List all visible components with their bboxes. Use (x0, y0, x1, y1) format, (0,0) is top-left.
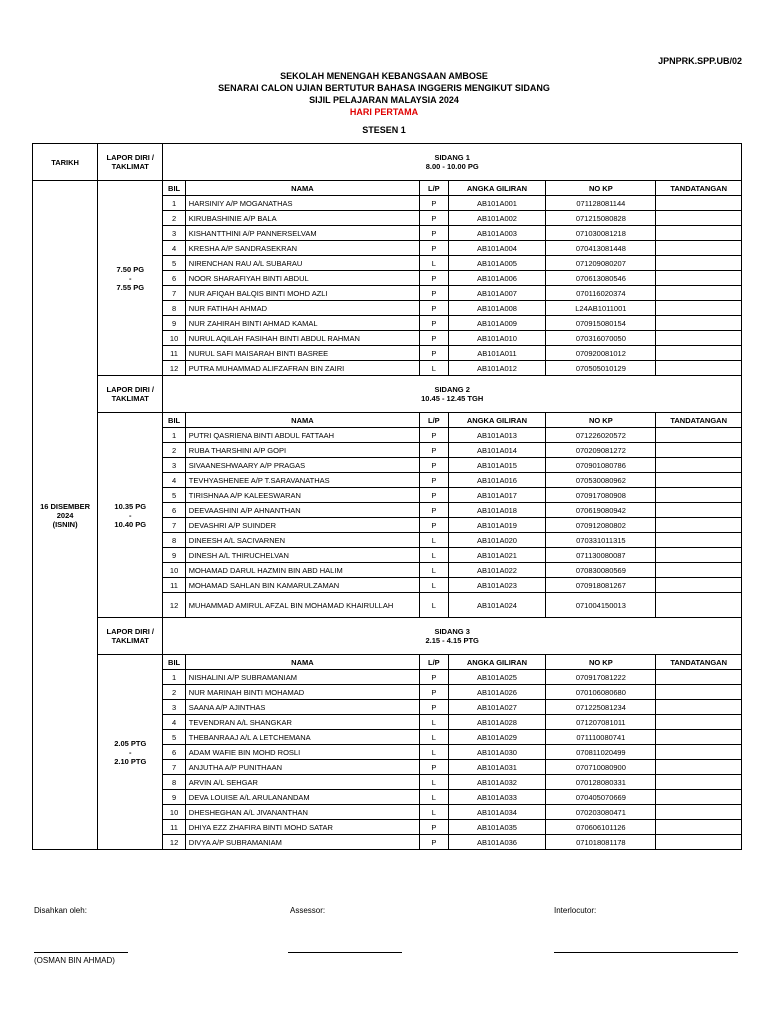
no-kp-cell: 070901080786 (546, 458, 656, 473)
interlocutor-label: Interlocutor: (554, 906, 597, 915)
angka-giliran-cell: AB101A013 (448, 428, 546, 443)
no-kp-cell: 071018081178 (546, 835, 656, 850)
no-kp-cell: 070619080942 (546, 503, 656, 518)
lp-cell: P (420, 226, 449, 241)
nama-cell: DIVYA A/P SUBRAMANIAM (185, 835, 419, 850)
no-kp-cell: 070915080154 (546, 316, 656, 331)
bil-cell: 7 (163, 518, 185, 533)
angka-giliran-cell: AB101A031 (448, 760, 546, 775)
lp-header: L/P (420, 655, 449, 670)
bil-cell: 1 (163, 670, 185, 685)
session-name: SIDANG 3 (434, 627, 470, 636)
no-kp-cell: 070116020374 (546, 286, 656, 301)
nama-cell: NURUL SAFI MAISARAH BINTI BASREE (185, 346, 419, 361)
no-kp-cell: 070405070669 (546, 790, 656, 805)
bil-header: BIL (163, 181, 185, 196)
bil-cell: 9 (163, 548, 185, 563)
no-kp-cell: 070209081272 (546, 443, 656, 458)
approved-by-label: Disahkan oleh: (34, 906, 87, 915)
signature-cell[interactable] (656, 685, 742, 700)
lp-cell: L (420, 730, 449, 745)
no-kp-cell: 070613080546 (546, 271, 656, 286)
signature-cell[interactable] (656, 428, 742, 443)
signature-cell[interactable] (656, 563, 742, 578)
report-time-line: 10.40 PG (114, 519, 147, 529)
angka-giliran-cell: AB101A007 (448, 286, 546, 301)
nama-cell: NURUL AQILAH FASIHAH BINTI ABDUL RAHMAN (185, 331, 419, 346)
no-kp-cell: 070917080908 (546, 488, 656, 503)
lp-cell: P (420, 286, 449, 301)
signature-cell[interactable] (656, 346, 742, 361)
no-kp-header: NO KP (546, 413, 656, 428)
lp-cell: P (420, 820, 449, 835)
station-label: STESEN 1 (362, 125, 406, 135)
nama-cell: DHESHEGHAN A/L JIVANANTHAN (185, 805, 419, 820)
angka-giliran-cell: AB101A029 (448, 730, 546, 745)
lp-cell: L (420, 256, 449, 271)
nama-header: NAMA (185, 655, 419, 670)
lp-cell: L (420, 361, 449, 376)
signature-cell[interactable] (656, 211, 742, 226)
bil-header: BIL (163, 655, 185, 670)
session-header-row (33, 618, 742, 655)
nama-cell: DINEESH A/L SACIVARNEN (185, 533, 419, 548)
lp-cell: P (420, 271, 449, 286)
nama-cell: MUHAMMAD AMIRUL AFZAL BIN MOHAMAD KHAIRULLAH (185, 593, 419, 618)
angka-giliran-cell: AB101A014 (448, 443, 546, 458)
lp-cell: L (420, 548, 449, 563)
nama-cell: TEVHYASHENEE A/P T.SARAVANATHAS (185, 473, 419, 488)
nama-cell: NUR MARINAH BINTI MOHAMAD (185, 685, 419, 700)
tandatangan-header: TANDATANGAN (656, 655, 742, 670)
lp-cell: L (420, 745, 449, 760)
angka-giliran-cell: AB101A027 (448, 700, 546, 715)
report-time-line: 7.50 PG (116, 264, 145, 274)
nama-cell: DEVASHRI A/P SUINDER (185, 518, 419, 533)
nama-cell: PUTRA MUHAMMAD ALIFZAFRAN BIN ZAIRI (185, 361, 419, 376)
angka-giliran-cell: AB101A021 (448, 548, 546, 563)
no-kp-cell: 070606101126 (546, 820, 656, 835)
lapor-diri-header: LAPOR DIRI / TAKLIMAT (98, 618, 163, 655)
nama-cell: NUR ZAHIRAH BINTI AHMAD KAMAL (185, 316, 419, 331)
nama-cell: TEVENDRAN A/L SHANGKAR (185, 715, 419, 730)
session-header-row (33, 144, 742, 181)
angka-giliran-cell: AB101A018 (448, 503, 546, 518)
session-title-cell (163, 376, 742, 413)
nama-cell: SIVAANESHWAARY A/P PRAGAS (185, 458, 419, 473)
column-header-row (33, 181, 742, 196)
angka-giliran-cell: AB101A024 (448, 593, 546, 618)
no-kp-cell: 071110080741 (546, 730, 656, 745)
bil-cell: 3 (163, 458, 185, 473)
report-time-line: - (129, 273, 132, 283)
signature-cell[interactable] (656, 745, 742, 760)
no-kp-cell: 071207081011 (546, 715, 656, 730)
signature-cell[interactable] (656, 361, 742, 376)
report-time-line: 2.05 PTG (114, 738, 147, 748)
bil-cell: 12 (163, 593, 185, 618)
report-time-line: - (129, 510, 132, 520)
bil-cell: 8 (163, 775, 185, 790)
lp-cell: P (420, 685, 449, 700)
angka-giliran-cell: AB101A003 (448, 226, 546, 241)
bil-cell: 1 (163, 428, 185, 443)
document-title: SENARAI CALON UJIAN BERTUTUR BAHASA INGGERIS MENGIKUT SIDANG (218, 83, 550, 93)
report-time-line: 10.35 PG (114, 501, 147, 511)
angka-giliran-cell: AB101A032 (448, 775, 546, 790)
no-kp-cell: 070316070050 (546, 331, 656, 346)
nama-cell: MOHAMAD SAHLAN BIN KAMARULZAMAN (185, 578, 419, 593)
lp-cell: L (420, 805, 449, 820)
no-kp-cell: 071128081144 (546, 196, 656, 211)
lp-cell: P (420, 488, 449, 503)
session-name: SIDANG 1 (434, 153, 470, 162)
no-kp-cell: 070128080331 (546, 775, 656, 790)
column-header-row (33, 413, 742, 428)
nama-cell: NOOR SHARAFIYAH BINTI ABDUL (185, 271, 419, 286)
no-kp-cell: 070106080680 (546, 685, 656, 700)
no-kp-cell: 070811020499 (546, 745, 656, 760)
angka-giliran-cell: AB101A016 (448, 473, 546, 488)
angka-giliran-cell: AB101A025 (448, 670, 546, 685)
bil-cell: 3 (163, 700, 185, 715)
no-kp-cell: 071225081234 (546, 700, 656, 715)
signature-cell[interactable] (656, 458, 742, 473)
nama-cell: HARSINIY A/P MOGANATHAS (185, 196, 419, 211)
angka-giliran-cell: AB101A036 (448, 835, 546, 850)
signature-cell[interactable] (656, 533, 742, 548)
angka-giliran-cell: AB101A002 (448, 211, 546, 226)
angka-giliran-header: ANGKA GILIRAN (448, 413, 546, 428)
angka-giliran-header: ANGKA GILIRAN (448, 181, 546, 196)
no-kp-cell: 071030081218 (546, 226, 656, 241)
lp-cell: P (420, 443, 449, 458)
angka-giliran-cell: AB101A005 (448, 256, 546, 271)
signature-cell[interactable] (656, 256, 742, 271)
lp-cell: L (420, 775, 449, 790)
lp-cell: P (420, 346, 449, 361)
nama-cell: ADAM WAFIE BIN MOHD ROSLI (185, 745, 419, 760)
signature-cell[interactable] (656, 196, 742, 211)
no-kp-cell: 070530080962 (546, 473, 656, 488)
signature-cell[interactable] (656, 548, 742, 563)
angka-giliran-cell: AB101A015 (448, 458, 546, 473)
angka-giliran-cell: AB101A011 (448, 346, 546, 361)
bil-cell: 11 (163, 346, 185, 361)
bil-cell: 5 (163, 256, 185, 271)
bil-cell: 10 (163, 805, 185, 820)
bil-cell: 2 (163, 443, 185, 458)
bil-cell: 5 (163, 488, 185, 503)
nama-cell: KIRUBASHINIE A/P BALA (185, 211, 419, 226)
signature-cell[interactable] (656, 820, 742, 835)
lp-cell: L (420, 578, 449, 593)
lp-cell: P (420, 316, 449, 331)
no-kp-cell: 071215080828 (546, 211, 656, 226)
signature-cell[interactable] (656, 316, 742, 331)
report-time-cell (98, 181, 163, 376)
no-kp-header: NO KP (546, 655, 656, 670)
bil-cell: 10 (163, 563, 185, 578)
angka-giliran-cell: AB101A001 (448, 196, 546, 211)
assessor-signature-line (288, 952, 402, 953)
angka-giliran-cell: AB101A020 (448, 533, 546, 548)
signature-cell[interactable] (656, 700, 742, 715)
lp-cell: P (420, 760, 449, 775)
bil-cell: 6 (163, 745, 185, 760)
bil-cell: 11 (163, 578, 185, 593)
nama-cell: DEEVAASHINI A/P AHNANTHAN (185, 503, 419, 518)
lp-cell: P (420, 503, 449, 518)
approver-name: (OSMAN BIN AHMAD) (34, 956, 115, 965)
report-time-cell (98, 655, 163, 850)
lp-cell: L (420, 533, 449, 548)
report-time-cell (98, 413, 163, 618)
nama-cell: KISHANTTHINI A/P PANNERSELVAM (185, 226, 419, 241)
tandatangan-header: TANDATANGAN (656, 181, 742, 196)
signature-cell[interactable] (656, 301, 742, 316)
exam-date-cell (33, 181, 98, 850)
lp-header: L/P (420, 181, 449, 196)
approver-signature-line (34, 952, 128, 953)
bil-cell: 1 (163, 196, 185, 211)
session-title-cell (163, 618, 742, 655)
signature-cell[interactable] (656, 241, 742, 256)
lp-cell: P (420, 211, 449, 226)
angka-giliran-cell: AB101A008 (448, 301, 546, 316)
signature-cell[interactable] (656, 331, 742, 346)
lp-cell: P (420, 473, 449, 488)
bil-cell: 5 (163, 730, 185, 745)
signature-cell[interactable] (656, 593, 742, 618)
bil-cell: 8 (163, 533, 185, 548)
tarikh-header: TARIKH (33, 144, 98, 181)
signature-cell[interactable] (656, 775, 742, 790)
lp-cell: P (420, 196, 449, 211)
bil-cell: 11 (163, 820, 185, 835)
lp-cell: L (420, 563, 449, 578)
lp-cell: P (420, 835, 449, 850)
no-kp-cell: 070830080569 (546, 563, 656, 578)
report-time-line: 2.10 PTG (114, 756, 147, 766)
angka-giliran-cell: AB101A006 (448, 271, 546, 286)
bil-cell: 12 (163, 361, 185, 376)
candidate-table-body (33, 144, 742, 850)
exam-date-line: 16 DISEMBER (40, 501, 91, 511)
signature-cell[interactable] (656, 286, 742, 301)
bil-cell: 2 (163, 211, 185, 226)
lp-cell: P (420, 700, 449, 715)
report-time-line: - (129, 747, 132, 757)
session-title-cell (163, 144, 742, 181)
angka-giliran-cell: AB101A030 (448, 745, 546, 760)
no-kp-cell: 070331011315 (546, 533, 656, 548)
angka-giliran-cell: AB101A009 (448, 316, 546, 331)
lp-cell: L (420, 715, 449, 730)
no-kp-cell: 071004150013 (546, 593, 656, 618)
angka-giliran-cell: AB101A012 (448, 361, 546, 376)
signature-cell[interactable] (656, 443, 742, 458)
signature-cell[interactable] (656, 835, 742, 850)
signature-cell[interactable] (656, 730, 742, 745)
nama-cell: DEVA LOUISE A/L ARULANANDAM (185, 790, 419, 805)
signature-cell[interactable] (656, 488, 742, 503)
lp-header: L/P (420, 413, 449, 428)
angka-giliran-cell: AB101A028 (448, 715, 546, 730)
exam-name: SIJIL PELAJARAN MALAYSIA 2024 (309, 95, 459, 105)
bil-cell: 3 (163, 226, 185, 241)
bil-cell: 9 (163, 316, 185, 331)
no-kp-cell: 070920081012 (546, 346, 656, 361)
signature-cell[interactable] (656, 271, 742, 286)
signature-cell[interactable] (656, 518, 742, 533)
angka-giliran-cell: AB101A034 (448, 805, 546, 820)
nama-cell: KRESHA A/P SANDRASEKRAN (185, 241, 419, 256)
nama-cell: NISHALINI A/P SUBRAMANIAM (185, 670, 419, 685)
signature-cell[interactable] (656, 760, 742, 775)
nama-header: NAMA (185, 181, 419, 196)
no-kp-cell: 070710080900 (546, 760, 656, 775)
nama-cell: ANJUTHA A/P PUNITHAAN (185, 760, 419, 775)
candidate-table (32, 143, 742, 850)
bil-header: BIL (163, 413, 185, 428)
nama-header: NAMA (185, 413, 419, 428)
lp-cell: P (420, 518, 449, 533)
no-kp-cell: 070918081267 (546, 578, 656, 593)
no-kp-header: NO KP (546, 181, 656, 196)
document-reference-code: JPNPRK.SPP.UB/02 (658, 56, 742, 66)
angka-giliran-cell: AB101A026 (448, 685, 546, 700)
angka-giliran-cell: AB101A004 (448, 241, 546, 256)
assessor-label: Assessor: (290, 906, 326, 915)
nama-cell: ARVIN A/L SEHGAR (185, 775, 419, 790)
report-time-line: 7.55 PG (116, 282, 145, 292)
bil-cell: 2 (163, 685, 185, 700)
no-kp-cell: 070203080471 (546, 805, 656, 820)
session-time: 2.15 - 4.15 PTG (425, 636, 479, 645)
session-time: 10.45 - 12.45 TGH (421, 394, 484, 403)
signature-cell[interactable] (656, 715, 742, 730)
bil-cell: 4 (163, 473, 185, 488)
lp-cell: P (420, 428, 449, 443)
angka-giliran-cell: AB101A035 (448, 820, 546, 835)
bil-cell: 9 (163, 790, 185, 805)
nama-cell: NUR AFIQAH BALQIS BINTI MOHD AZLI (185, 286, 419, 301)
signature-cell[interactable] (656, 226, 742, 241)
bil-cell: 7 (163, 286, 185, 301)
lapor-diri-header: LAPOR DIRI / TAKLIMAT (98, 376, 163, 413)
nama-cell: RUBA THARSHINI A/P GOPI (185, 443, 419, 458)
lp-cell: P (420, 241, 449, 256)
no-kp-cell: 070505010129 (546, 361, 656, 376)
angka-giliran-cell: AB101A010 (448, 331, 546, 346)
bil-cell: 6 (163, 271, 185, 286)
nama-cell: TIRISHNAA A/P KALEESWARAN (185, 488, 419, 503)
bil-cell: 8 (163, 301, 185, 316)
nama-cell: DINESH A/L THIRUCHELVAN (185, 548, 419, 563)
bil-cell: 7 (163, 760, 185, 775)
bil-cell: 4 (163, 715, 185, 730)
day-label: HARI PERTAMA (349, 107, 419, 117)
lp-cell: P (420, 670, 449, 685)
session-name: SIDANG 2 (434, 385, 470, 394)
angka-giliran-cell: AB101A019 (448, 518, 546, 533)
angka-giliran-cell: AB101A017 (448, 488, 546, 503)
no-kp-cell: 070912080802 (546, 518, 656, 533)
signature-cell[interactable] (656, 473, 742, 488)
lp-cell: P (420, 458, 449, 473)
nama-cell: MOHAMAD DARUL HAZMIN BIN ABD HALIM (185, 563, 419, 578)
interlocutor-signature-line (554, 952, 738, 953)
tandatangan-header: TANDATANGAN (656, 413, 742, 428)
no-kp-cell: 070413081448 (546, 241, 656, 256)
bil-cell: 10 (163, 331, 185, 346)
angka-giliran-cell: AB101A023 (448, 578, 546, 593)
no-kp-cell: 071209080207 (546, 256, 656, 271)
no-kp-cell: 071130080087 (546, 548, 656, 563)
nama-cell: DHIYA EZZ ZHAFIRA BINTI MOHD SATAR (185, 820, 419, 835)
no-kp-cell: 070917081222 (546, 670, 656, 685)
lapor-diri-header: LAPOR DIRI / TAKLIMAT (98, 144, 163, 181)
nama-cell: NUR FATIHAH AHMAD (185, 301, 419, 316)
signature-cell[interactable] (656, 503, 742, 518)
exam-date-line: (ISNIN) (52, 519, 78, 529)
signature-cell[interactable] (656, 790, 742, 805)
lp-cell: P (420, 331, 449, 346)
document-header (0, 70, 768, 118)
session-time: 8.00 - 10.00 PG (425, 162, 479, 171)
signature-cell[interactable] (656, 805, 742, 820)
signature-cell[interactable] (656, 670, 742, 685)
bil-cell: 6 (163, 503, 185, 518)
nama-cell: THEBANRAAJ A/L A LETCHEMANA (185, 730, 419, 745)
nama-cell: NIRENCHAN RAU A/L SUBARAU (185, 256, 419, 271)
school-name: SEKOLAH MENENGAH KEBANGSAAN AMBOSE (280, 71, 488, 81)
no-kp-cell: 071226020572 (546, 428, 656, 443)
lp-cell: L (420, 593, 449, 618)
exam-date-line: 2024 (56, 510, 74, 520)
angka-giliran-header: ANGKA GILIRAN (448, 655, 546, 670)
bil-cell: 12 (163, 835, 185, 850)
column-header-row (33, 655, 742, 670)
nama-cell: SAANA A/P AJINTHAS (185, 700, 419, 715)
angka-giliran-cell: AB101A022 (448, 563, 546, 578)
nama-cell: PUTRI QASRIENA BINTI ABDUL FATTAAH (185, 428, 419, 443)
signature-cell[interactable] (656, 578, 742, 593)
bil-cell: 4 (163, 241, 185, 256)
session-header-row (33, 376, 742, 413)
lp-cell: P (420, 301, 449, 316)
lp-cell: L (420, 790, 449, 805)
angka-giliran-cell: AB101A033 (448, 790, 546, 805)
no-kp-cell: L24AB1011001 (546, 301, 656, 316)
